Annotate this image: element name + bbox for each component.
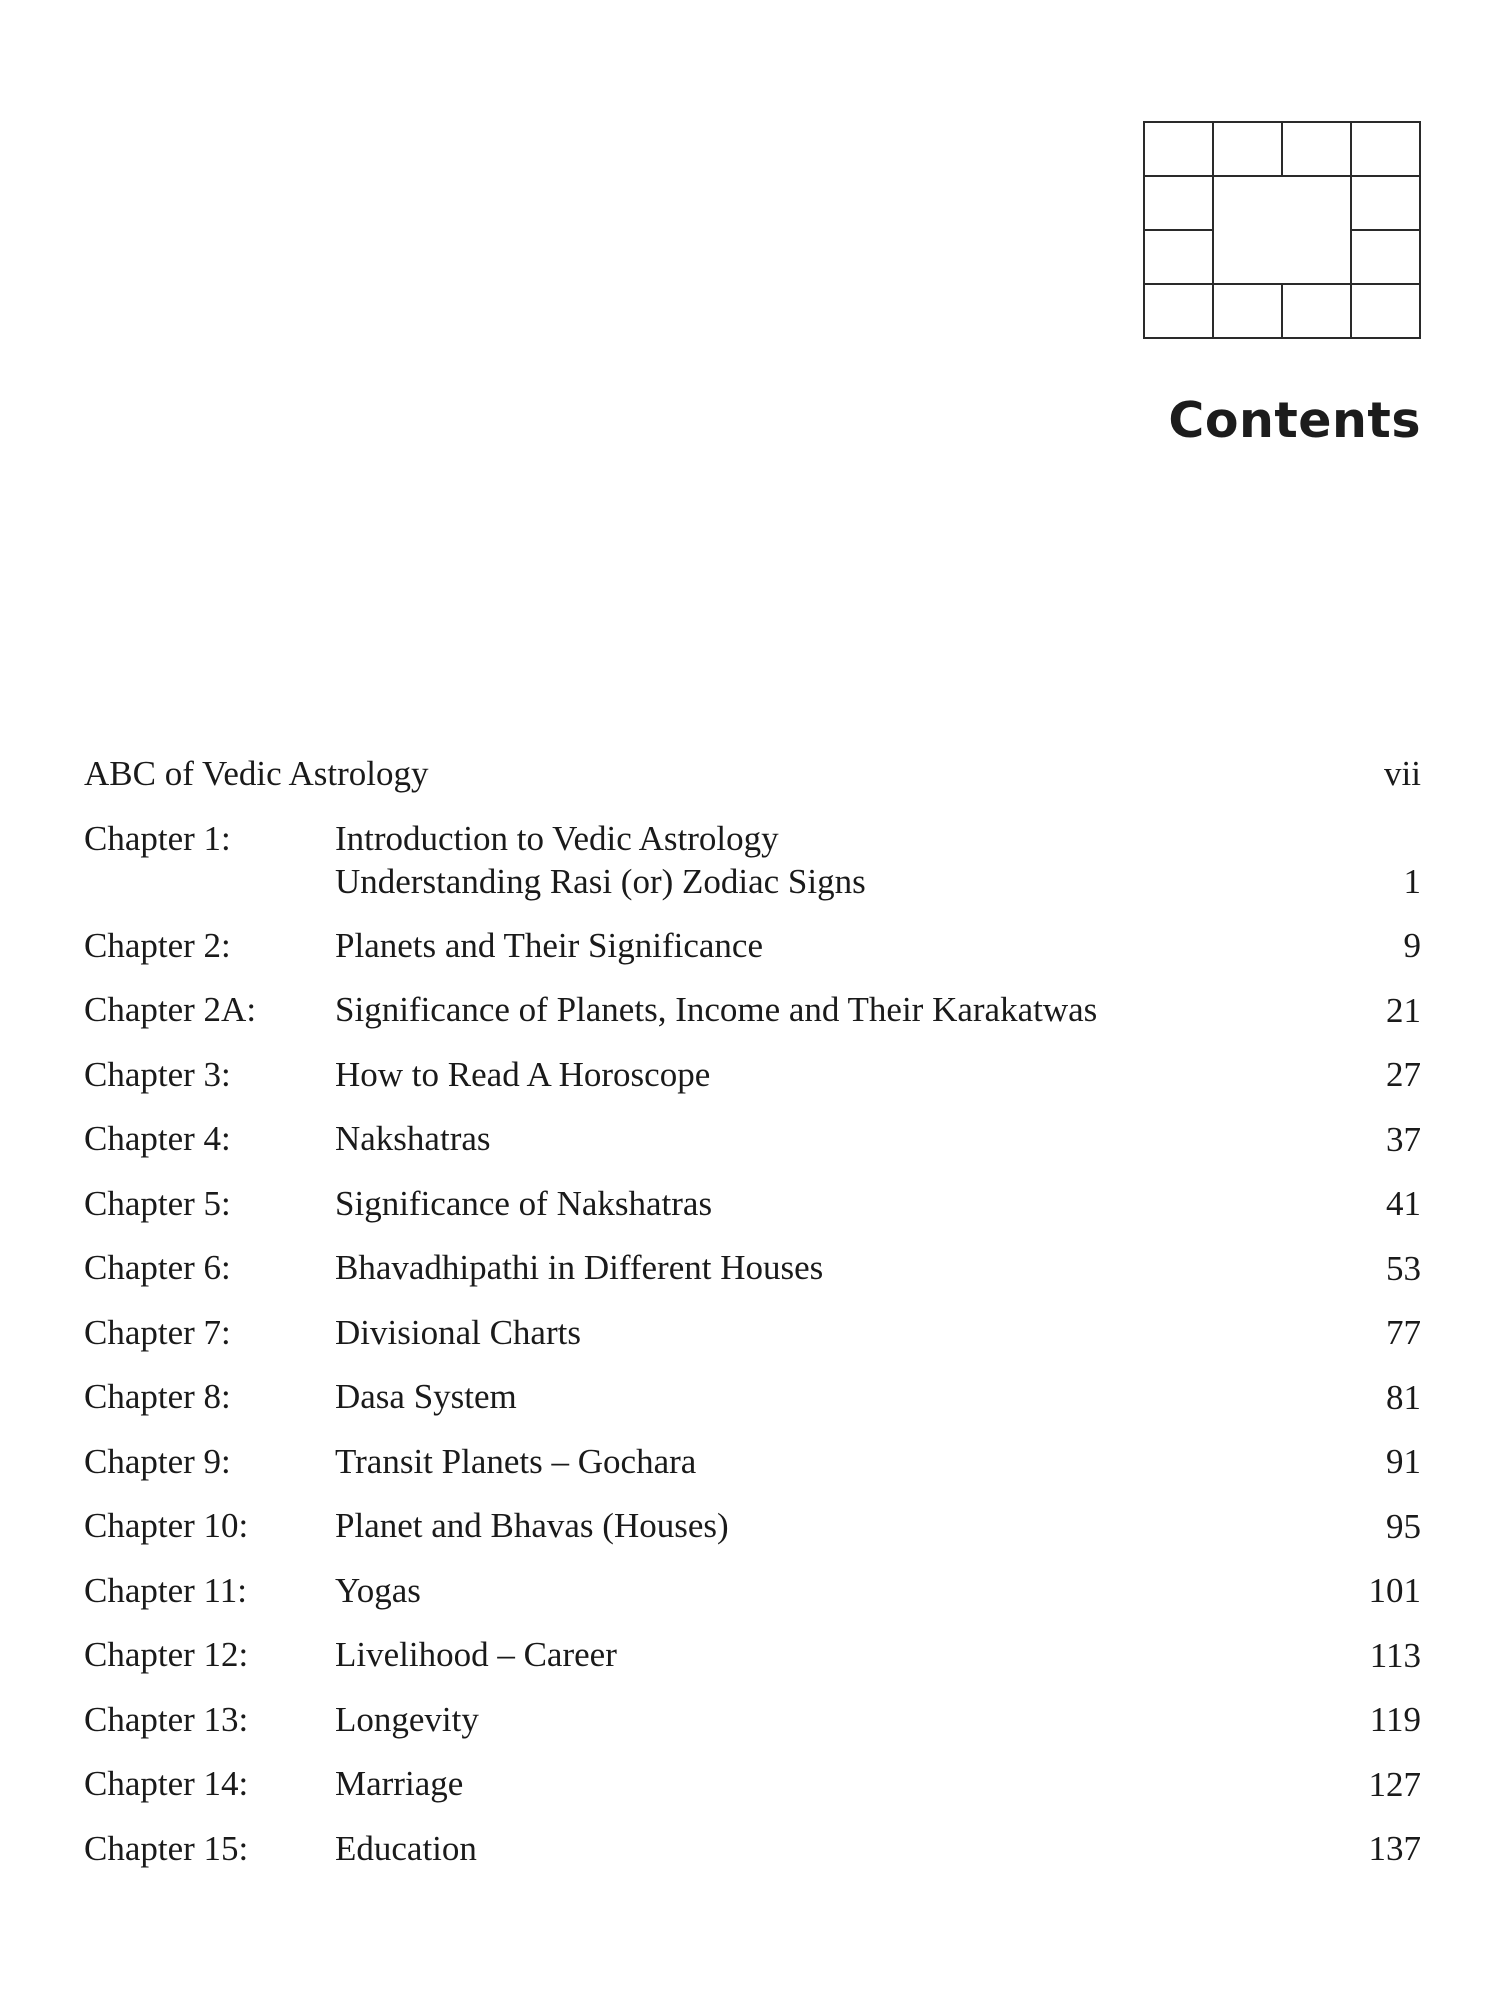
chapter-label: Chapter 1: bbox=[84, 818, 231, 858]
chapter-subtitle: Understanding Rasi (or) Zodiac Signs bbox=[335, 861, 866, 901]
chapter-page: 81 bbox=[1386, 1377, 1421, 1417]
toc-entry-chapter-5[interactable] bbox=[84, 1182, 1421, 1247]
table-of-contents bbox=[84, 752, 1421, 1891]
chapter-label: Chapter 2A: bbox=[84, 990, 257, 1029]
toc-entry-chapter-7[interactable] bbox=[84, 1311, 1421, 1376]
chapter-page: 101 bbox=[1368, 1571, 1421, 1610]
chapter-title: Longevity bbox=[335, 1699, 479, 1739]
toc-entry-chapter-13[interactable] bbox=[84, 1698, 1421, 1763]
chapter-title: Marriage bbox=[335, 1764, 464, 1803]
toc-entry-chapter-2[interactable] bbox=[84, 924, 1421, 989]
chapter-title: Significance of Planets, Income and Their Karakatwas bbox=[335, 990, 1098, 1029]
chapter-label: Chapter 7: bbox=[84, 1312, 231, 1352]
toc-entry-chapter-2a[interactable] bbox=[84, 988, 1421, 1053]
toc-entry-chapter-14[interactable] bbox=[84, 1762, 1421, 1827]
toc-entry-chapter-15[interactable] bbox=[84, 1827, 1421, 1892]
chapter-label: Chapter 14: bbox=[84, 1764, 249, 1803]
toc-entry-chapter-10[interactable] bbox=[84, 1504, 1421, 1569]
chapter-page: 137 bbox=[1368, 1829, 1421, 1868]
chapter-label: Chapter 9: bbox=[84, 1441, 231, 1481]
chapter-page: 9 bbox=[1403, 926, 1421, 965]
chapter-page: 27 bbox=[1386, 1055, 1421, 1094]
toc-entry-title: ABC of Vedic Astrology bbox=[84, 754, 429, 793]
toc-entry-chapter-6[interactable] bbox=[84, 1246, 1421, 1311]
toc-entry-chapter-1[interactable] bbox=[84, 817, 1421, 924]
chapter-page: 77 bbox=[1386, 1313, 1421, 1352]
chapter-page: 1 bbox=[1403, 861, 1421, 901]
chapter-label: Chapter 11: bbox=[84, 1570, 247, 1610]
chapter-label: Chapter 12: bbox=[84, 1635, 249, 1674]
toc-entry-chapter-9[interactable] bbox=[84, 1440, 1421, 1505]
chapter-label: Chapter 2: bbox=[84, 925, 231, 965]
chapter-title: How to Read A Horoscope bbox=[335, 1054, 711, 1094]
chapter-label: Chapter 5: bbox=[84, 1183, 231, 1223]
chapter-title: Divisional Charts bbox=[335, 1312, 581, 1352]
chapter-label: Chapter 15: bbox=[84, 1828, 249, 1868]
chapter-label: Chapter 8: bbox=[84, 1377, 231, 1416]
chapter-title: Transit Planets – Gochara bbox=[335, 1441, 697, 1481]
chart-grid-svg bbox=[1143, 121, 1421, 339]
chapter-title: Planets and Their Significance bbox=[335, 925, 763, 965]
page-title: Contents bbox=[1168, 392, 1421, 449]
chapter-title: Livelihood – Career bbox=[335, 1635, 617, 1674]
toc-entry-chapter-4[interactable] bbox=[84, 1117, 1421, 1182]
toc-entry-chapter-8[interactable] bbox=[84, 1375, 1421, 1440]
toc-entry-intro[interactable] bbox=[84, 752, 1421, 817]
chapter-title: Significance of Nakshatras bbox=[335, 1183, 713, 1223]
toc-entry-chapter-3[interactable] bbox=[84, 1053, 1421, 1118]
toc-entry-chapter-12[interactable] bbox=[84, 1633, 1421, 1698]
chapter-label: Chapter 3: bbox=[84, 1054, 231, 1094]
chapter-title: Dasa System bbox=[335, 1377, 517, 1416]
chapter-title: Education bbox=[335, 1828, 477, 1868]
chapter-page: 21 bbox=[1386, 990, 1421, 1030]
chapter-title: Introduction to Vedic Astrology bbox=[335, 818, 779, 858]
chapter-page: 119 bbox=[1369, 1700, 1421, 1739]
chapter-title: Yogas bbox=[335, 1570, 421, 1610]
chapter-page: 95 bbox=[1386, 1506, 1421, 1546]
chapter-title: Planet and Bhavas (Houses) bbox=[335, 1506, 729, 1545]
chapter-label: Chapter 13: bbox=[84, 1699, 249, 1739]
chapter-page: 113 bbox=[1369, 1635, 1421, 1675]
chapter-title: Nakshatras bbox=[335, 1119, 491, 1158]
chapter-page: 37 bbox=[1386, 1119, 1421, 1159]
vedic-birth-chart-grid-icon bbox=[1143, 121, 1421, 339]
chapter-page: 127 bbox=[1368, 1764, 1421, 1804]
chapter-label: Chapter 6: bbox=[84, 1248, 231, 1287]
chapter-label: Chapter 10: bbox=[84, 1506, 249, 1545]
chapter-title: Bhavadhipathi in Different Houses bbox=[335, 1248, 824, 1287]
toc-entry-chapter-11[interactable] bbox=[84, 1569, 1421, 1634]
chapter-page: 41 bbox=[1386, 1184, 1421, 1223]
chapter-page: 53 bbox=[1386, 1248, 1421, 1288]
chapter-page: 91 bbox=[1386, 1442, 1421, 1481]
toc-entry-page: vii bbox=[1384, 754, 1421, 793]
chapter-label: Chapter 4: bbox=[84, 1119, 231, 1158]
